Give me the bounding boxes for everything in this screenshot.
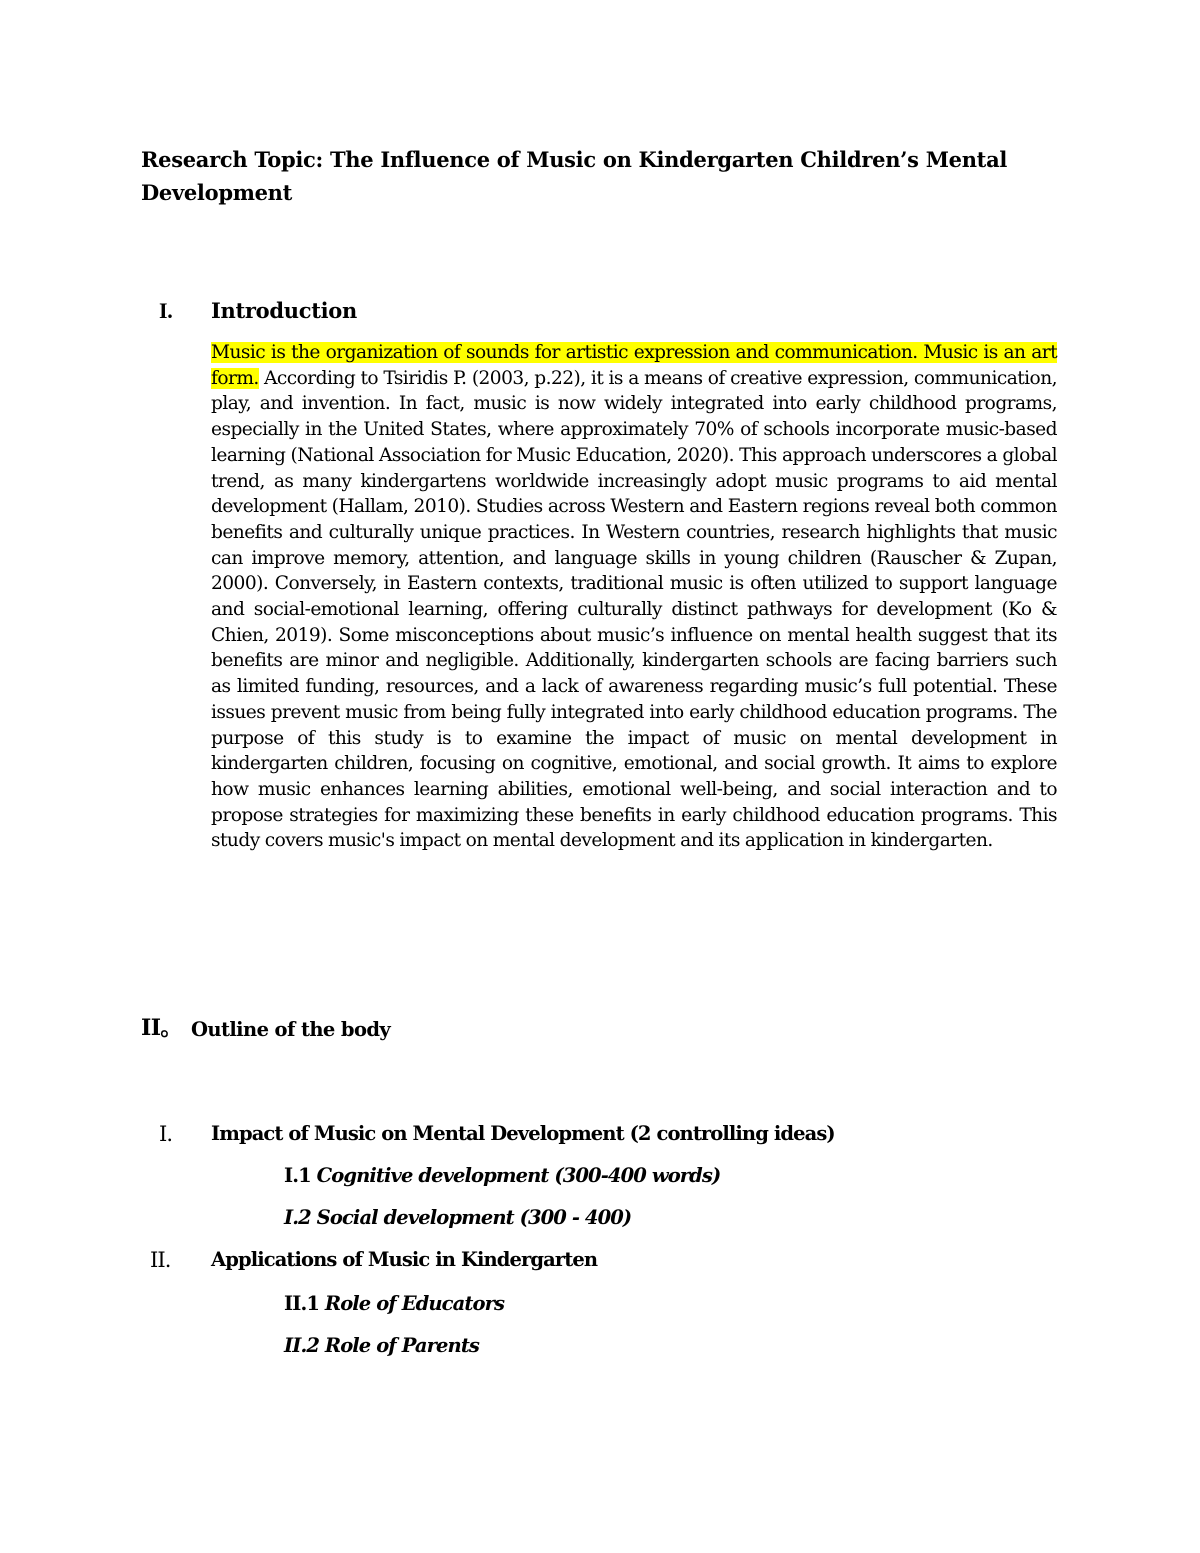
introduction-paragraph [211, 340, 1057, 854]
outline-subitem-2-2-number: II.2 [284, 1334, 325, 1357]
outline-subitem-1-2-number: I.2 [284, 1206, 317, 1229]
research-title: Research Topic: The Influence of Music on Kindergarten Children’s Mental Development [141, 147, 1008, 205]
introduction-numeral: I. [159, 298, 173, 323]
outline-item-2-label: Applications of Music in Kindergarten [211, 1248, 598, 1271]
introduction-body-text: According to Tsiridis P. (2003, p.22), it is a means of creative expression, communication, play, and invention. In fact, music is now widely integrated into early childhood programs, especially in the United States, where approximately 70% of schools incorporate music-based learning (National Association for Music Education, 2020). This approach underscores a global trend, as many kindergartens worldwide increasingly adopt music programs to aid mental development (Hallam, 2010). Studies across Western and Eastern regions reveal both common benefits and culturally unique practices. In Western countries, research highlights that music can improve memory, attention, and language skills in young children (Rauscher & Zupan, 2000). Conversely, in Eastern contexts, traditional music is often utilized to support language and social-emotional learning, offering culturally distinct pathways for development (Ko & Chien, 2019). Some misconceptions about music’s influence on mental health suggest that its benefits are minor and negligible. Additionally, kindergarten schools are facing barriers such as limited funding, resources, and a lack of awareness regarding music’s full potential. These issues prevent music from being fully integrated into early childhood education programs. The purpose of this study is to examine the impact of music on mental development in kindergarten children, focusing on cognitive, emotional, and social growth. It aims to explore how music enhances learning abilities, emotional well-being, and social interaction and to propose strategies for maximizing these benefits in early childhood education programs. This study covers music's impact on mental development and its application in kindergarten. [211, 367, 1057, 852]
outline-numeral: II。 [141, 1015, 182, 1041]
outline-subitem-2-1-number: II.1 [284, 1292, 325, 1315]
outline-heading: Outline of the body [191, 1018, 391, 1041]
outline-item-2-numeral: II. [150, 1248, 171, 1272]
introduction-heading: Introduction [211, 298, 357, 323]
outline-subitem-1-1-label: Cognitive development (300-400 words) [316, 1164, 721, 1187]
outline-item-1-label: Impact of Music on Mental Development (2 controlling ideas) [211, 1122, 835, 1145]
outline-subitem-2-2-label: Role of Parents [324, 1334, 480, 1357]
outline-subitem-2-2 [284, 1332, 479, 1360]
highlighted-definition: Music is the organization of sounds for artistic expression and communication. Music is an art form. [211, 342, 1057, 389]
outline-subitem-1-1-number: I.1 [284, 1164, 317, 1187]
outline-subitem-2-1 [284, 1290, 504, 1318]
outline-subitem-1-1 [284, 1162, 720, 1190]
outline-item-1-numeral: I. [159, 1122, 173, 1146]
outline-subitem-1-2-label: Social development (300 - 400) [316, 1206, 632, 1229]
outline-subitem-1-2 [284, 1204, 631, 1232]
outline-subitem-2-1-label: Role of Educators [324, 1292, 505, 1315]
